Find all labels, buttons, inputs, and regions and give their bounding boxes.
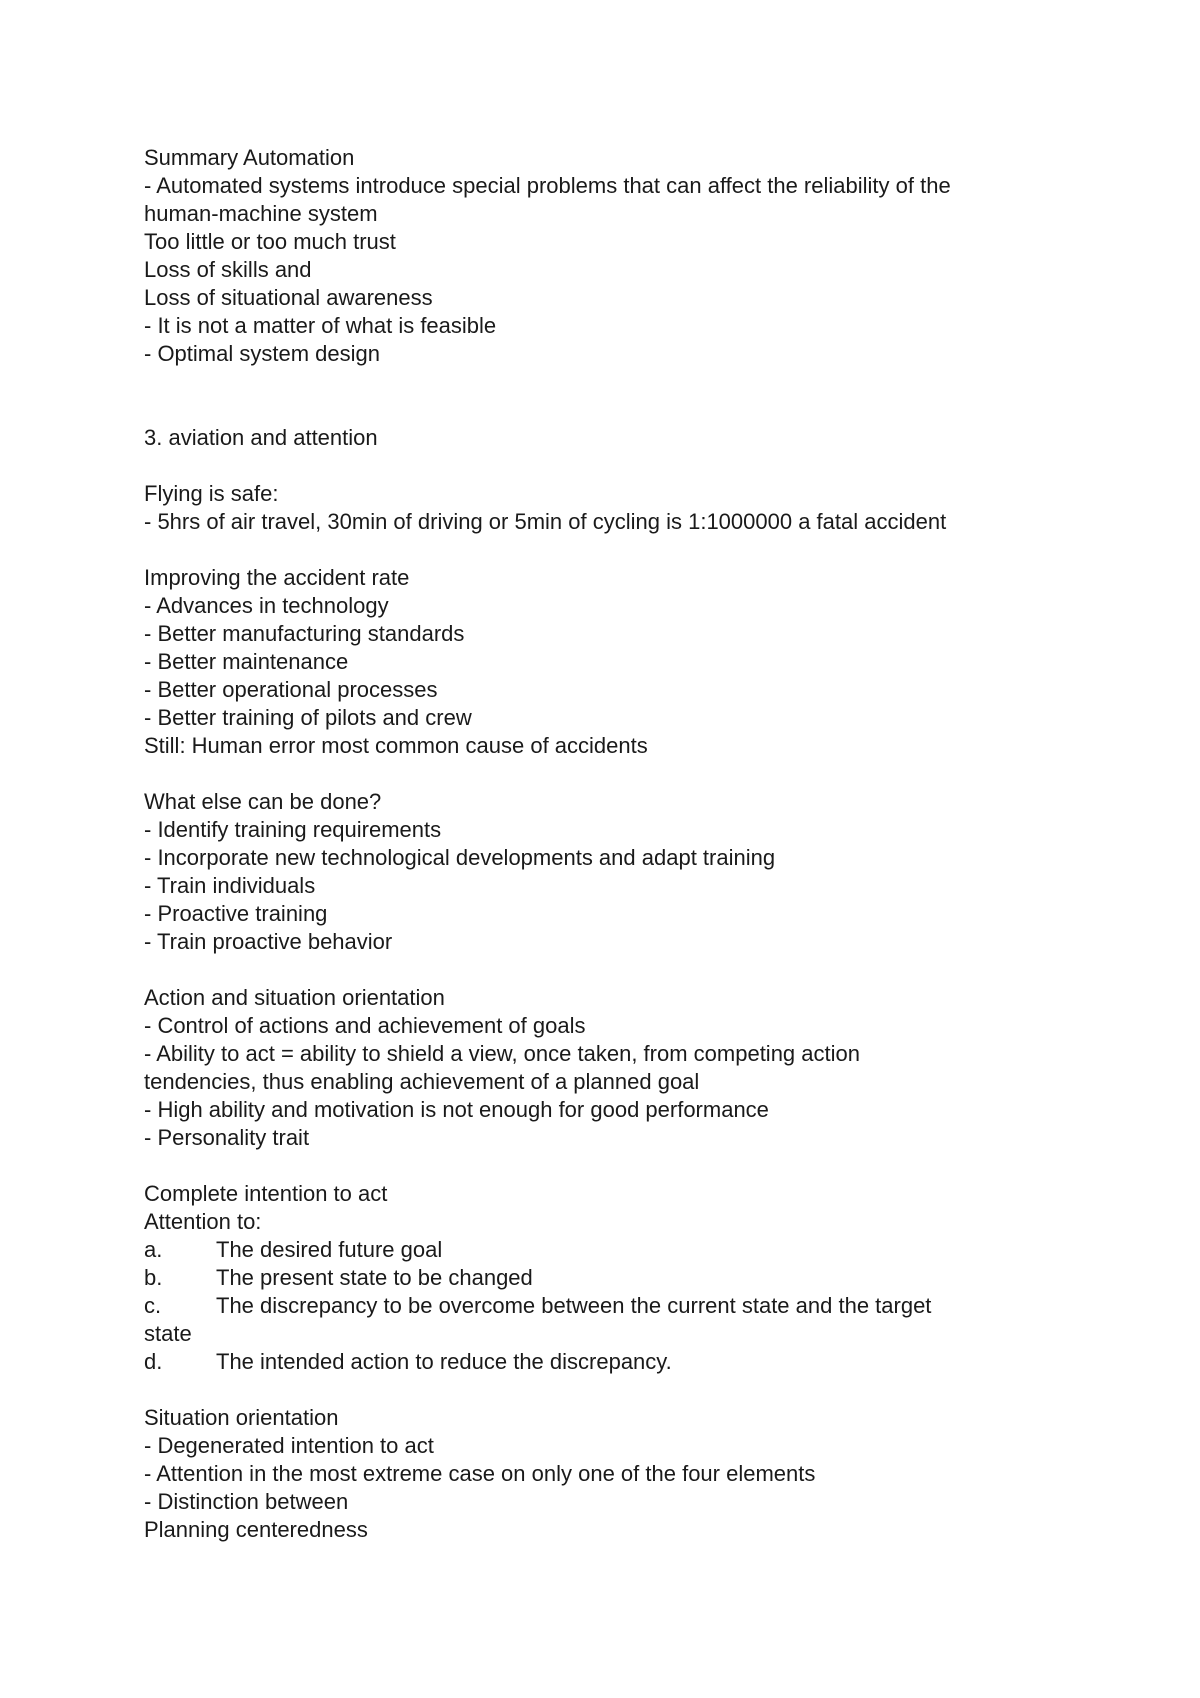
text-line: - Attention in the most extreme case on only one of the four elements xyxy=(144,1461,816,1486)
text-line: - Control of actions and achievement of goals xyxy=(144,1013,586,1038)
text-line: - High ability and motivation is not enough for good performance xyxy=(144,1097,769,1122)
list-item-wrap: state xyxy=(144,1321,192,1346)
list-marker: d. xyxy=(144,1349,163,1374)
section-title-what-else: What else can be done? xyxy=(144,789,382,814)
text-line: - Better operational processes xyxy=(144,677,438,702)
text-line: - Personality trait xyxy=(144,1125,310,1150)
text-line: - Train individuals xyxy=(144,873,316,898)
text-line: Planning centeredness xyxy=(144,1517,368,1542)
text-line: - It is not a matter of what is feasible xyxy=(144,313,497,338)
text-line: Loss of situational awareness xyxy=(144,285,433,310)
text-line: Loss of skills and xyxy=(144,257,312,282)
text-line: - Optimal system design xyxy=(144,341,380,366)
text-line: - 5hrs of air travel, 30min of driving or 5min of cycling is 1:1000000 a fatal accident xyxy=(144,509,947,534)
text-line: - Degenerated intention to act xyxy=(144,1433,434,1458)
document-body xyxy=(144,144,1064,1544)
text-line: - Better manufacturing standards xyxy=(144,621,465,646)
spacer xyxy=(144,1376,1064,1404)
section-heading-aviation: 3. aviation and attention xyxy=(144,425,378,450)
spacer xyxy=(144,368,1064,424)
list-item xyxy=(144,1348,1064,1376)
spacer xyxy=(144,956,1064,984)
text-line: - Incorporate new technological developments and adapt training xyxy=(144,845,776,870)
list-item xyxy=(144,1236,1064,1264)
spacer xyxy=(144,1152,1064,1180)
section-title-action: Action and situation orientation xyxy=(144,985,445,1010)
list-item xyxy=(144,1264,1064,1292)
list-item-text: The discrepancy to be overcome between the current state and the target xyxy=(216,1293,932,1318)
section-title-improving: Improving the accident rate xyxy=(144,565,410,590)
text-line: - Distinction between xyxy=(144,1489,349,1514)
section-title-flying: Flying is safe: xyxy=(144,481,279,506)
list-marker: b. xyxy=(144,1265,163,1290)
text-line: - Better maintenance xyxy=(144,649,349,674)
text-line: Still: Human error most common cause of accidents xyxy=(144,733,648,758)
spacer xyxy=(144,536,1064,564)
list-item-text: The intended action to reduce the discrepancy. xyxy=(216,1349,672,1374)
text-line: tendencies, thus enabling achievement of a planned goal xyxy=(144,1069,700,1094)
text-line: - Automated systems introduce special problems that can affect the reliability of the xyxy=(144,173,951,198)
section-title-summary: Summary Automation xyxy=(144,145,355,170)
text-line: Attention to: xyxy=(144,1209,262,1234)
spacer xyxy=(144,452,1064,480)
text-line: - Proactive training xyxy=(144,901,328,926)
text-line: - Better training of pilots and crew xyxy=(144,705,472,730)
list-marker: c. xyxy=(144,1293,162,1318)
section-title-situation: Situation orientation xyxy=(144,1405,339,1430)
list-item-text: The desired future goal xyxy=(216,1237,443,1262)
text-line: - Train proactive behavior xyxy=(144,929,393,954)
section-title-complete: Complete intention to act xyxy=(144,1181,388,1206)
spacer xyxy=(144,760,1064,788)
text-line: Too little or too much trust xyxy=(144,229,396,254)
list-item-text: The present state to be changed xyxy=(216,1265,533,1290)
text-line: - Ability to act = ability to shield a view, once taken, from competing action xyxy=(144,1041,860,1066)
text-line: - Advances in technology xyxy=(144,593,389,618)
list-marker: a. xyxy=(144,1237,163,1262)
text-line: - Identify training requirements xyxy=(144,817,442,842)
list-item xyxy=(144,1292,1064,1320)
text-line: human-machine system xyxy=(144,201,378,226)
